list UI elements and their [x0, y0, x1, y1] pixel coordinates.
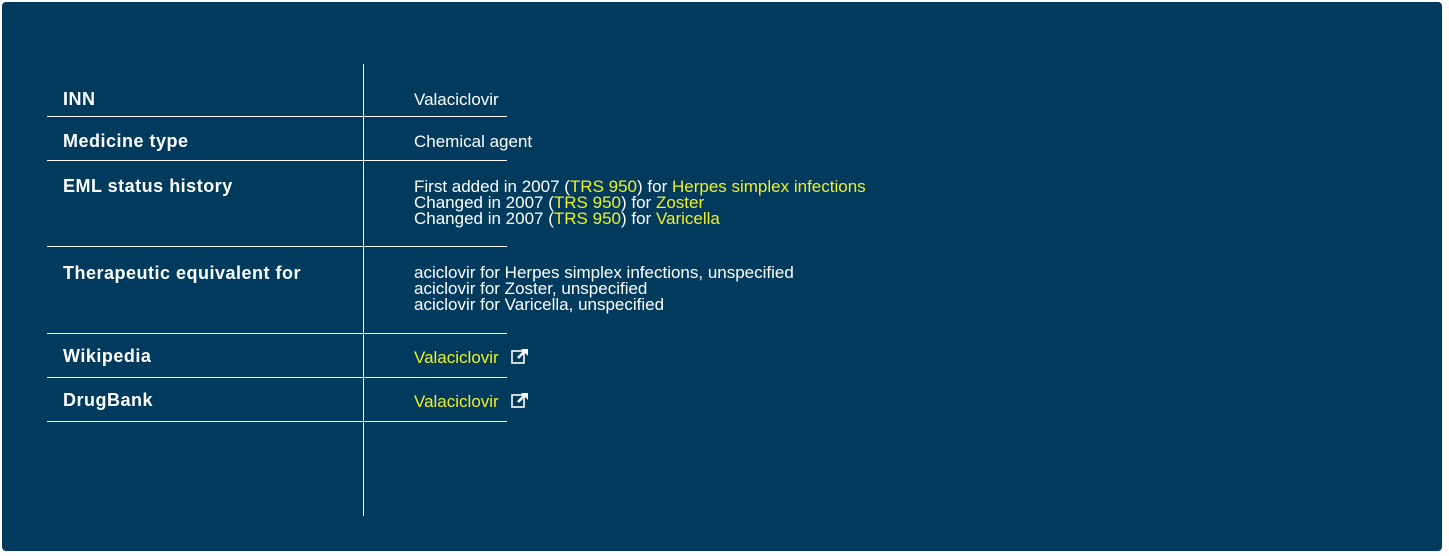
equivalent-line: aciclovir for Varicella, unspecified — [414, 295, 665, 314]
value-medicine-type: Chemical agent — [414, 132, 533, 151]
value-wikipedia — [414, 348, 1114, 367]
row-medicine-type — [47, 117, 533, 161]
label-medicine-type: Medicine type — [63, 131, 189, 151]
value-therapeutic-equivalent — [414, 265, 1114, 313]
label-drugbank: DrugBank — [63, 390, 154, 410]
medicine-info-panel — [2, 2, 1442, 551]
row-wikipedia — [47, 334, 507, 378]
label-eml-status-history: EML status history — [63, 176, 233, 196]
condition-link-varicella[interactable]: Varicella — [655, 209, 720, 228]
row-therapeutic-equivalent — [47, 247, 794, 334]
external-link-icon[interactable] — [511, 348, 529, 367]
row-eml-status-history — [47, 161, 866, 247]
trs-link[interactable]: TRS 950 — [553, 209, 621, 228]
value-eml-status-history — [414, 179, 1114, 227]
value-inn: Valaciclovir — [414, 90, 499, 109]
row-drugbank — [47, 378, 507, 422]
trs-link[interactable]: TRS 950 — [553, 193, 621, 212]
eml-entry: Changed in 2007 (TRS 950) for Varicella — [414, 209, 720, 228]
equivalent-line: aciclovir for Herpes simplex infections, unspecified — [414, 263, 794, 282]
condition-link-herpes-simplex[interactable]: Herpes simplex infections — [671, 177, 866, 196]
label-wikipedia: Wikipedia — [63, 346, 152, 366]
eml-entry: Changed in 2007 (TRS 950) for Zoster — [414, 193, 705, 212]
external-link-icon[interactable] — [511, 392, 529, 411]
equivalent-line: aciclovir for Zoster, unspecified — [414, 279, 648, 298]
wikipedia-link[interactable]: Valaciclovir — [414, 348, 499, 367]
trs-link[interactable]: TRS 950 — [569, 177, 638, 196]
condition-link-zoster[interactable]: Zoster — [655, 193, 705, 212]
drugbank-link[interactable]: Valaciclovir — [414, 392, 499, 411]
row-inn — [47, 64, 507, 117]
value-drugbank — [414, 392, 1114, 411]
eml-entry: First added in 2007 (TRS 950) for Herpes simplex infections — [414, 177, 866, 196]
label-therapeutic-equivalent: Therapeutic equivalent for — [63, 263, 302, 283]
label-inn: INN — [63, 89, 96, 109]
medicine-info-table — [47, 64, 866, 422]
